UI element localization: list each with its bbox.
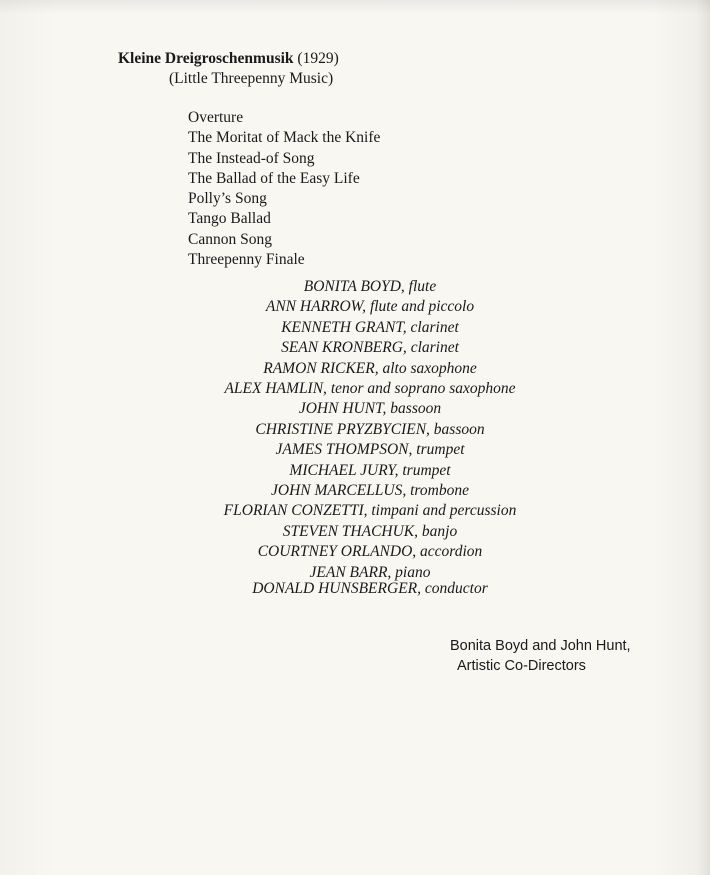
performer-item: [120, 420, 620, 440]
performer-item: [120, 481, 620, 501]
performer-instrument: clarinet: [410, 339, 459, 357]
performer-item: [120, 522, 620, 542]
performer-item: [120, 542, 620, 562]
performer-name: RAMON RICKER,: [263, 359, 379, 377]
performer-instrument: flute: [408, 278, 437, 295]
performer-instrument: alto saxophone: [382, 359, 477, 377]
performer-item: [120, 359, 620, 379]
performer-instrument: clarinet: [410, 318, 459, 336]
performer-name: JOHN HUNT,: [298, 400, 387, 418]
performer-item: [120, 338, 620, 358]
artistic-directors: [450, 636, 631, 676]
performer-item: [120, 318, 620, 338]
performer-instrument: trumpet: [402, 461, 451, 479]
performer-instrument: flute and piccolo: [369, 298, 475, 316]
performer-name: COURTNEY ORLANDO,: [257, 543, 417, 561]
performer-name: STEVEN THACHUK,: [282, 522, 419, 540]
performer-instrument: tenor and soprano saxophone: [330, 380, 516, 398]
performer-name: SEAN KRONBERG,: [281, 339, 407, 357]
performer-name: FLORIAN CONZETTI,: [223, 502, 368, 520]
performer-instrument: timpani and percussion: [371, 502, 517, 520]
performer-name: JEAN BARR,: [309, 563, 392, 581]
performer-instrument: trombone: [410, 482, 469, 500]
performer-name: CHRISTINE PRYZBYCIEN,: [255, 420, 430, 438]
performer-instrument: accordion: [420, 543, 483, 561]
performer-item: [120, 501, 620, 521]
performer-instrument: bassoon: [390, 400, 442, 418]
movement-item: The Moritat of Mack the Knife: [188, 129, 381, 147]
movement-item: Polly’s Song: [188, 190, 267, 208]
conductor-credit: [120, 580, 620, 598]
conductor-name: DONALD HUNSBERGER,: [252, 580, 422, 597]
performer-instrument: trumpet: [416, 441, 465, 459]
movement-item: The Instead-of Song: [188, 149, 315, 167]
performer-item: [120, 399, 620, 419]
performer-item: [120, 297, 620, 317]
movement-item: Threepenny Finale: [188, 251, 305, 269]
performer-instrument: banjo: [421, 522, 458, 540]
performer-name: ALEX HAMLIN,: [224, 380, 327, 398]
performer-name: JOHN MARCELLUS,: [271, 482, 407, 500]
piece-title: [118, 50, 339, 68]
movement-list: [188, 108, 380, 270]
performer-list: [120, 277, 620, 583]
performer-item: [120, 461, 620, 481]
movement-item: The Ballad of the Easy Life: [188, 169, 360, 187]
performer-name: BONITA BOYD,: [303, 278, 405, 295]
movement-item: Tango Ballad: [188, 210, 271, 228]
performer-instrument: piano: [395, 563, 431, 581]
movement-item: Overture: [188, 109, 244, 126]
performer-name: ANN HARROW,: [265, 298, 367, 316]
conductor-role: conductor: [424, 580, 488, 597]
performer-item: [120, 440, 620, 460]
piece-year: (1929): [297, 50, 339, 67]
performer-name: JAMES THOMPSON,: [275, 441, 413, 459]
directors-role: Artistic Co-Directors: [457, 658, 586, 674]
directors-names: Bonita Boyd and John Hunt,: [450, 638, 631, 654]
page-top-shadow: [0, 0, 710, 14]
performer-item: [120, 379, 620, 399]
movement-item: Cannon Song: [188, 230, 272, 248]
piece-subtitle: (Little Threepenny Music): [169, 70, 334, 87]
piece-title-text: Kleine Dreigroschenmusik: [118, 50, 294, 67]
performer-name: MICHAEL JURY,: [289, 461, 399, 479]
page-right-shadow: [696, 0, 710, 875]
performer-instrument: bassoon: [433, 420, 485, 438]
performer-name: KENNETH GRANT,: [281, 318, 407, 336]
performer-item: [120, 277, 620, 297]
